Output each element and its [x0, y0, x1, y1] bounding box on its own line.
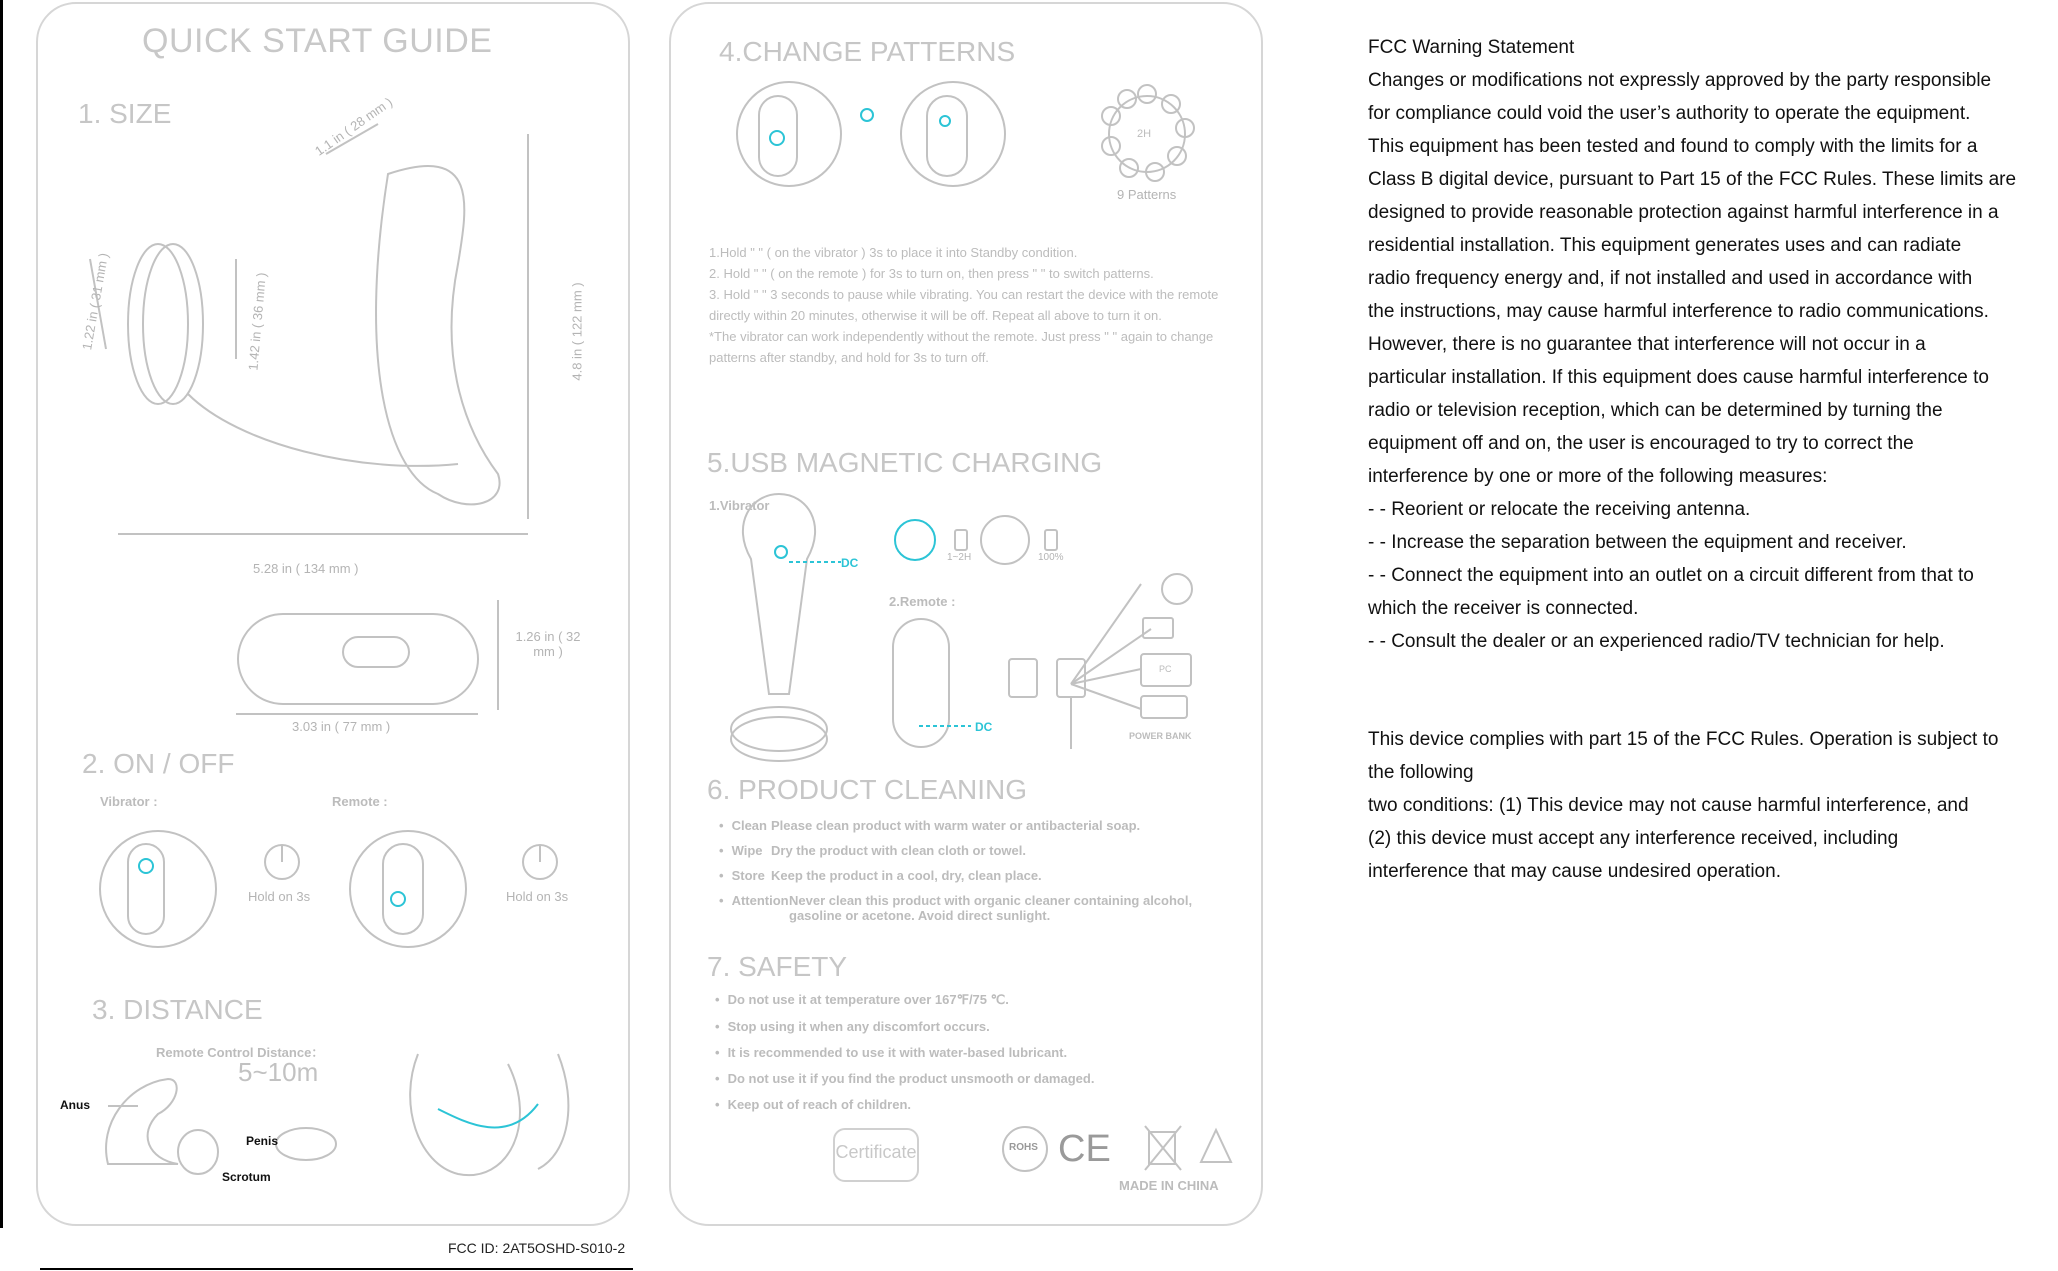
- cleaning-value: Never clean this product with organic cleaner containing alcohol, gasoline or acetone. Avoid direct sunlight.: [789, 893, 1193, 923]
- cleaning-key: • Wipe: [719, 843, 771, 858]
- dc-label-vibrator: DC: [841, 556, 859, 570]
- guide-card-left: [36, 2, 630, 1226]
- safety-heading: 7. SAFETY: [707, 951, 848, 982]
- fcc-line: the instructions, may cause harmful interference to radio communications.: [1368, 301, 1989, 322]
- fcc-id: FCC ID: 2AT5OSHD-S010-2: [448, 1240, 626, 1256]
- rohs-mark: ROHS: [1009, 1142, 1038, 1153]
- dim-ring-inner-label: 1.42 in ( 36 mm ): [245, 271, 269, 372]
- ce-mark: CE: [1058, 1128, 1111, 1170]
- step-2: 2. Hold " " ( on the remote ) for 3s to turn on, then press " " to switch patterns.: [709, 266, 1154, 281]
- cleaning-value: Please clean product with warm water or antibacterial soap.: [771, 818, 1141, 833]
- charge-full-label: 100%: [1038, 552, 1064, 563]
- fcc-line: - - Connect the equipment into an outlet on a circuit different from that to: [1368, 565, 1974, 586]
- fcc-line: - - Increase the separation between the equipment and receiver.: [1368, 532, 1907, 553]
- fcc-line: residential installation. This equipment generates uses and can radiate: [1368, 235, 1962, 256]
- fcc-line: - - Reorient or relocate the receiving antenna.: [1368, 499, 1751, 520]
- label-scrotum: Scrotum: [222, 1170, 271, 1184]
- remote-height-label: 1.26 in ( 32 mm ): [515, 629, 581, 659]
- hold-label-vibrator: Hold on 3s: [248, 889, 311, 904]
- distance-heading: 3. DISTANCE: [92, 994, 263, 1025]
- compliance-marks: [671, 4, 1261, 1204]
- fcc-line: This equipment has been tested and found to comply with the limits for a: [1368, 136, 1978, 157]
- safety-item: • It is recommended to use it with water-based lubricant.: [715, 1045, 1215, 1060]
- fcc-line: radio or television reception, which can be determined by turning the: [1368, 400, 1943, 421]
- hold-label-remote: Hold on 3s: [506, 889, 569, 904]
- safety-item: • Do not use it at temperature over 167℉/75 ℃.: [715, 992, 1215, 1008]
- fcc-id-underline: [40, 1268, 633, 1270]
- pattern-center-label: 2H: [1137, 128, 1152, 140]
- certificate-badge: Certificate: [833, 1128, 919, 1182]
- cleaning-value: Dry the product with clean cloth or towel.: [771, 843, 1026, 858]
- change-patterns-heading: 4.CHANGE PATTERNS: [719, 36, 1016, 67]
- dim-ring-outer-label: 1.22 in ( 31 mm ): [79, 251, 112, 352]
- safety-item: • Keep out of reach of children.: [715, 1097, 1215, 1112]
- guide-card-middle: [669, 2, 1263, 1226]
- charging-heading: 5.USB MAGNETIC CHARGING: [707, 447, 1103, 478]
- distance-value: 5~10m: [238, 1057, 319, 1087]
- step-1: 1.Hold " " ( on the vibrator ) 3s to place it into Standby condition.: [709, 245, 1078, 260]
- remote-width-label: 3.03 in ( 77 mm ): [292, 719, 391, 734]
- fcc-line: - - Consult the dealer or an experienced radio/TV technician for help.: [1368, 631, 1945, 652]
- part15-line: the following: [1368, 762, 1474, 783]
- part15-line: (2) this device must accept any interference received, including: [1368, 828, 1899, 849]
- charging-vibrator-label: 1.Vibrator: [709, 498, 770, 513]
- fcc-line: Class B digital device, pursuant to Part 15 of the FCC Rules. These limits are: [1368, 169, 2017, 190]
- label-penis: Penis: [246, 1134, 279, 1148]
- dc-label-remote: DC: [975, 720, 993, 734]
- label-anus: Anus: [60, 1098, 90, 1112]
- fcc-line: designed to provide reasonable protection against harmful interference in a: [1368, 202, 1999, 223]
- fcc-warning-block: [1368, 31, 2016, 658]
- on-off-vibrator-label: Vibrator :: [100, 794, 158, 809]
- safety-item: • Stop using it when any discomfort occurs.: [715, 1019, 1215, 1034]
- safety-item: • Do not use it if you find the product unsmooth or damaged.: [715, 1071, 1215, 1086]
- fcc-part15-block: [1368, 723, 1998, 888]
- cleaning-key: • Store: [719, 868, 771, 883]
- dim-height-label: 4.8 in ( 122 mm ): [569, 282, 585, 381]
- fcc-line: Changes or modifications not expressly approved by the party responsible: [1368, 70, 1992, 91]
- fcc-title: FCC Warning Statement: [1368, 37, 1575, 58]
- step-note: *The vibrator can work independently without the remote. Just press " " again to change patterns after standby, and hold for 3s to turn off.: [709, 329, 1214, 365]
- patterns-count-label: 9 Patterns: [1117, 187, 1177, 202]
- power-bank-label: POWER BANK: [1129, 731, 1192, 741]
- size-heading: 1. SIZE: [78, 98, 172, 129]
- page-edge-line: [0, 0, 3, 1228]
- guide-title: QUICK START GUIDE: [142, 22, 493, 60]
- dim-width-label: 5.28 in ( 134 mm ): [253, 561, 359, 576]
- part15-line: This device complies with part 15 of the FCC Rules. Operation is subject to: [1368, 729, 1999, 750]
- distance-illustration: [38, 4, 628, 1204]
- on-off-heading: 2. ON / OFF: [82, 748, 235, 779]
- cleaning-value: Keep the product in a cool, dry, clean place.: [771, 868, 1042, 883]
- on-off-remote-label: Remote :: [332, 794, 388, 809]
- cleaning-key: • Clean: [719, 818, 771, 833]
- cleaning-heading: 6. PRODUCT CLEANING: [707, 774, 1027, 805]
- fcc-line: equipment off and on, the user is encouraged to try to correct the: [1368, 433, 1914, 454]
- cleaning-key: • Attention: [719, 893, 789, 923]
- fcc-line: radio frequency energy and, if not installed and used in accordance with: [1368, 268, 1973, 289]
- fcc-line: However, there is no guarantee that interference will not occur in a: [1368, 334, 1926, 355]
- made-in-label: MADE IN CHINA: [1119, 1178, 1219, 1193]
- step-3: 3. Hold " " 3 seconds to pause while vibrating. You can restart the device with the remote directly within 20 minutes, otherwise it will be off. Repeat all above to turn it on.: [709, 287, 1219, 323]
- pc-label: PC: [1159, 664, 1172, 674]
- charge-time-label: 1~2H: [947, 552, 972, 563]
- part15-line: two conditions: (1) This device may not cause harmful interference, and: [1368, 795, 1969, 816]
- fcc-line: for compliance could void the user’s authority to operate the equipment.: [1368, 103, 1971, 124]
- fcc-line: which the receiver is connected.: [1368, 598, 1639, 619]
- dim-tip-label: 1.1 in ( 28 mm ): [311, 94, 396, 159]
- distance-label: Remote Control Distance：: [156, 1045, 325, 1060]
- fcc-line: interference by one or more of the following measures:: [1368, 466, 1828, 487]
- fcc-line: particular installation. If this equipment does cause harmful interference to: [1368, 367, 1989, 388]
- part15-line: interference that may cause undesired operation.: [1368, 861, 1781, 882]
- charging-remote-label: 2.Remote :: [889, 594, 956, 609]
